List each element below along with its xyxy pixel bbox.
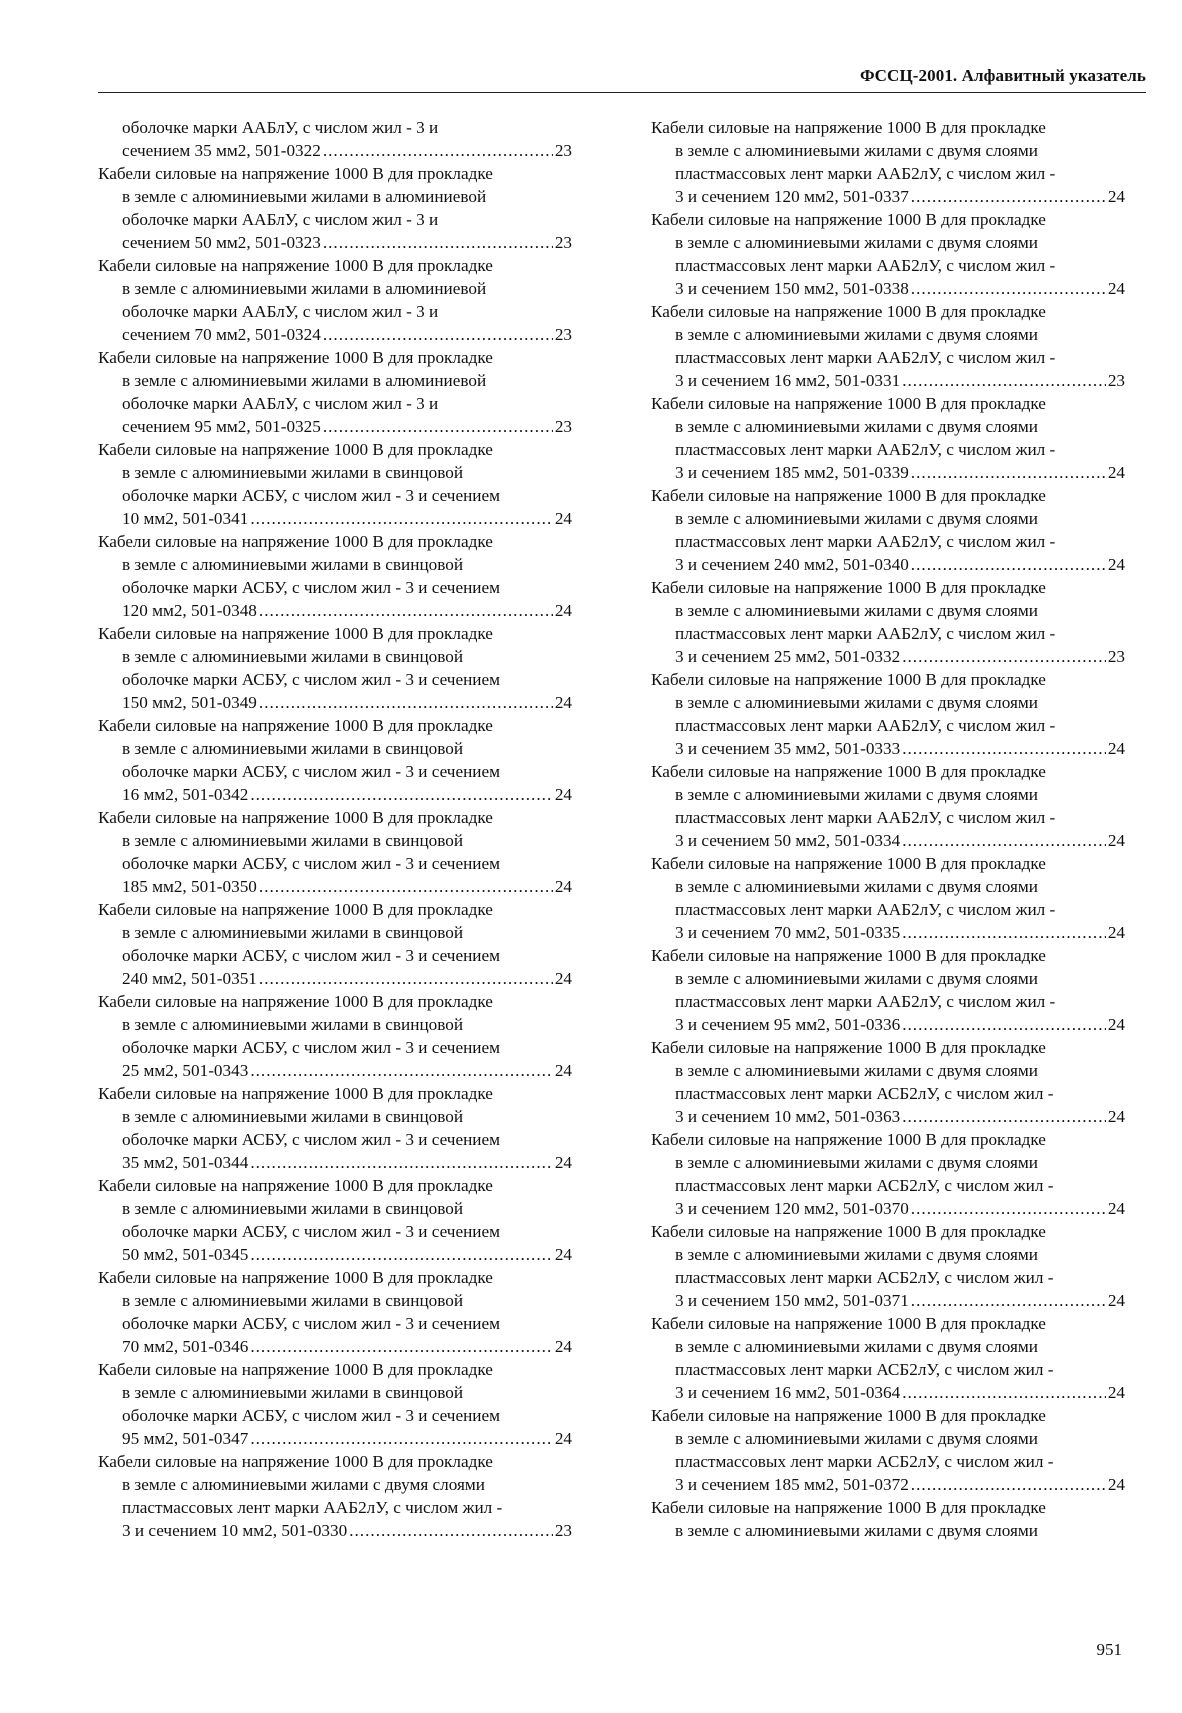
index-entry-line: пластмассовых лент марки АСБ2лУ, с числом жил - [675,1360,1054,1379]
dot-leader [259,599,553,622]
dot-leader [250,1243,553,1266]
index-entry-text: 3 и сечением 16 мм2, 501-0364 [675,1383,901,1402]
index-entry-line: в земле с алюминиевыми жилами в свинцовой [122,1107,464,1126]
index-entry-line: в земле с алюминиевыми жилами в свинцовой [122,923,464,942]
index-entry-line: Кабели силовые на напряжение 1000 В для прокладке [98,1176,493,1195]
index-entry-line: в земле с алюминиевыми жилами с двумя слоями [675,693,1038,712]
index-entry-line: Кабели силовые на напряжение 1000 В для прокладке [651,946,1046,965]
page-header-title: ФССЦ-2001. Алфавитный указатель [859,66,1146,85]
dot-leader [323,323,553,346]
index-entry [98,990,572,1082]
index-entry [651,1036,1125,1128]
index-entry-page: 23 [1107,647,1125,666]
index-entry-text: 95 мм2, 501-0347 [122,1429,249,1448]
index-entry-last-line [651,1381,1125,1404]
index-entry-line: Кабели силовые на напряжение 1000 В для прокладке [98,808,493,827]
index-entry-page: 24 [554,1153,572,1172]
index-entry-line: пластмассовых лент марки ААБ2лУ, с числом жил - [675,532,1056,551]
header-rule [98,92,1146,93]
index-entry-page: 24 [1107,1015,1125,1034]
index-entry-last-line [651,1197,1125,1220]
index-entry-line: в земле с алюминиевыми жилами с двумя слоями [675,325,1038,344]
index-entry [98,438,572,530]
index-entry [98,1358,572,1450]
dot-leader [250,1427,553,1450]
index-entry-page: 24 [554,1061,572,1080]
index-entry-text: 3 и сечением 10 мм2, 501-0363 [675,1107,901,1126]
index-entry-line: Кабели силовые на напряжение 1000 В для прокладке [651,854,1046,873]
page-number: 951 [1096,1640,1122,1659]
index-entry-text: сечением 95 мм2, 501-0325 [122,417,321,436]
index-entry-text: 3 и сечением 120 мм2, 501-0337 [675,187,909,206]
dot-leader [911,553,1106,576]
index-entry-line: оболочке марки АСБУ, с числом жил - 3 и сечением [122,1222,500,1241]
index-entry-text: 25 мм2, 501-0343 [122,1061,249,1080]
index-entry-line: в земле с алюминиевыми жилами с двумя слоями [675,1521,1038,1540]
index-entry-text: 3 и сечением 10 мм2, 501-0330 [122,1521,348,1540]
index-entry-line: в земле с алюминиевыми жилами с двумя слоями [675,233,1038,252]
index-entry-page: 24 [554,693,572,712]
index-entry-line: Кабели силовые на напряжение 1000 В для прокладке [98,256,493,275]
index-entry [651,576,1125,668]
index-entry-page: 24 [1107,1291,1125,1310]
index-entry-text: 3 и сечением 35 мм2, 501-0333 [675,739,901,758]
index-entry-text: сечением 50 мм2, 501-0323 [122,233,321,252]
index-entry-last-line [98,1151,572,1174]
dot-leader [911,461,1106,484]
index-entry-line: Кабели силовые на напряжение 1000 В для прокладке [651,210,1046,229]
index-entry-last-line [651,737,1125,760]
index-entry-text: 3 и сечением 185 мм2, 501-0372 [675,1475,909,1494]
index-entry-page: 23 [554,417,572,436]
index-entry-line: оболочке марки ААБлУ, с числом жил - 3 и [122,394,439,413]
index-entry [651,1404,1125,1496]
index-entry-line: в земле с алюминиевыми жилами с двумя слоями [675,601,1038,620]
index-entry-line: Кабели силовые на напряжение 1000 В для прокладке [98,1360,493,1379]
index-entry-line: Кабели силовые на напряжение 1000 В для прокладке [98,164,493,183]
index-entry [98,530,572,622]
index-entry [98,1450,572,1542]
index-entry-line: пластмассовых лент марки ААБ2лУ, с числом жил - [675,440,1056,459]
dot-leader [323,415,553,438]
index-entry-line: в земле с алюминиевыми жилами с двумя слоями [675,141,1038,160]
index-entry-line: в земле с алюминиевыми жилами с двумя слоями [675,1429,1038,1448]
index-entry-last-line [651,1013,1125,1036]
index-entry [651,668,1125,760]
index-entry-last-line [651,461,1125,484]
index-entry-line: пластмассовых лент марки ААБ2лУ, с числом жил - [675,716,1056,735]
dot-leader [911,1197,1106,1220]
index-entry-line: Кабели силовые на напряжение 1000 В для прокладке [98,900,493,919]
index-entry [651,1312,1125,1404]
index-entry-last-line [651,369,1125,392]
index-entry-line: пластмассовых лент марки ААБ2лУ, с числом жил - [122,1498,503,1517]
index-entry-line: в земле с алюминиевыми жилами в алюминиевой [122,371,487,390]
dot-leader [902,645,1106,668]
index-entry [651,1128,1125,1220]
index-entry-page: 24 [554,601,572,620]
index-entry-last-line [651,921,1125,944]
index-entry-line: Кабели силовые на напряжение 1000 В для прокладке [98,1452,493,1471]
index-entry-line: оболочке марки АСБУ, с числом жил - 3 и сечением [122,578,500,597]
index-entry-text: 3 и сечением 150 мм2, 501-0371 [675,1291,909,1310]
index-entry [98,622,572,714]
index-entry-page: 24 [1107,923,1125,942]
dot-leader [902,1381,1106,1404]
index-entry-text: 10 мм2, 501-0341 [122,509,249,528]
index-entry-last-line [651,1473,1125,1496]
index-entry [98,1266,572,1358]
index-entry-last-line [651,829,1125,852]
index-entry-page: 24 [1107,279,1125,298]
index-entry-text: 3 и сечением 50 мм2, 501-0334 [675,831,901,850]
index-entry-page: 23 [1107,371,1125,390]
index-entry [651,852,1125,944]
index-entry-page: 23 [554,325,572,344]
index-entry-page: 24 [1107,463,1125,482]
index-entry-last-line [98,1243,572,1266]
index-entry-line: пластмассовых лент марки АСБ2лУ, с числом жил - [675,1176,1054,1195]
index-entry-last-line [651,277,1125,300]
index-entry-last-line [651,185,1125,208]
index-entry-line: Кабели силовые на напряжение 1000 В для прокладке [98,716,493,735]
index-entry-line: в земле с алюминиевыми жилами с двумя слоями [675,417,1038,436]
dot-leader [902,369,1106,392]
index-entry-last-line [651,1289,1125,1312]
index-entry-line: в земле с алюминиевыми жилами в алюминиевой [122,279,487,298]
index-entry-page: 24 [1107,1383,1125,1402]
index-entry-text: 185 мм2, 501-0350 [122,877,257,896]
index-column-right [651,116,1125,1542]
index-entry-page: 24 [554,785,572,804]
index-entry-line: в земле с алюминиевыми жилами с двумя слоями [675,1061,1038,1080]
index-entry-line: Кабели силовые на напряжение 1000 В для прокладке [651,762,1046,781]
index-entry-page: 24 [1107,831,1125,850]
index-entry-line: оболочке марки АСБУ, с числом жил - 3 и сечением [122,1406,500,1425]
index-entry-last-line [651,645,1125,668]
index-entry-last-line [651,1105,1125,1128]
index-entry-line: в земле с алюминиевыми жилами с двумя слоями [675,1245,1038,1264]
index-entry-line: Кабели силовые на напряжение 1000 В для прокладке [651,578,1046,597]
dot-leader [250,1335,553,1358]
index-entry-line: в земле с алюминиевыми жилами в свинцовой [122,555,464,574]
index-entry-text: 3 и сечением 185 мм2, 501-0339 [675,463,909,482]
index-entry-text: 3 и сечением 16 мм2, 501-0331 [675,371,901,390]
index-entry-text: 70 мм2, 501-0346 [122,1337,249,1356]
index-entry-last-line [98,1519,572,1542]
dot-leader [902,921,1106,944]
index-entry-line: оболочке марки АСБУ, с числом жил - 3 и сечением [122,1314,500,1333]
dot-leader [911,277,1106,300]
index-entry-last-line [98,139,572,162]
index-entry-line: в земле с алюминиевыми жилами в алюминиевой [122,187,487,206]
index-entry-line: в земле с алюминиевыми жилами в свинцовой [122,1015,464,1034]
index-entry-page: 24 [554,1429,572,1448]
index-entry-text: сечением 35 мм2, 501-0322 [122,141,321,160]
index-entry-text: 3 и сечением 120 мм2, 501-0370 [675,1199,909,1218]
index-entry-page: 24 [1107,1107,1125,1126]
index-entry-page: 24 [1107,187,1125,206]
dot-leader [259,875,553,898]
index-entry-last-line [98,415,572,438]
index-entry-page: 23 [554,141,572,160]
dot-leader [902,1105,1106,1128]
index-entry-line: пластмассовых лент марки ААБ2лУ, с числом жил - [675,900,1056,919]
index-entry-text: 3 и сечением 70 мм2, 501-0335 [675,923,901,942]
index-entry-line: Кабели силовые на напряжение 1000 В для прокладке [651,486,1046,505]
index-entry-line: пластмассовых лент марки ААБ2лУ, с числом жил - [675,164,1056,183]
index-entry-line: оболочке марки ААБлУ, с числом жил - 3 и [122,210,439,229]
index-entry-line: пластмассовых лент марки ААБ2лУ, с числом жил - [675,624,1056,643]
index-entry [651,944,1125,1036]
index-entry [98,346,572,438]
index-entry-line: пластмассовых лент марки АСБ2лУ, с числом жил - [675,1452,1054,1471]
index-entry-page: 24 [1107,555,1125,574]
index-entry-line: Кабели силовые на напряжение 1000 В для прокладке [651,302,1046,321]
index-entry-line: Кабели силовые на напряжение 1000 В для прокладке [651,1222,1046,1241]
index-entry-page: 24 [554,877,572,896]
index-entry-line: оболочке марки АСБУ, с числом жил - 3 и сечением [122,762,500,781]
index-entry-last-line [98,1059,572,1082]
index-entry-text: 16 мм2, 501-0342 [122,785,249,804]
index-entry-line: в земле с алюминиевыми жилами с двумя слоями [675,877,1038,896]
index-entry [651,760,1125,852]
index-entry-line: Кабели силовые на напряжение 1000 В для прокладке [98,1268,493,1287]
dot-leader [250,1151,553,1174]
index-entry-line: пластмассовых лент марки АСБ2лУ, с числом жил - [675,1084,1054,1103]
index-entry-line: оболочке марки ААБлУ, с числом жил - 3 и [122,118,439,137]
index-entry-last-line [98,783,572,806]
index-entry-line: Кабели силовые на напряжение 1000 В для прокладке [651,118,1046,137]
index-entry-line: в земле с алюминиевыми жилами в свинцовой [122,831,464,850]
index-entry-page: 24 [554,1337,572,1356]
index-entry-line: пластмассовых лент марки ААБ2лУ, с числом жил - [675,808,1056,827]
dot-leader [259,691,553,714]
index-entry-page: 24 [1107,739,1125,758]
index-entry-line: Кабели силовые на напряжение 1000 В для прокладке [98,1084,493,1103]
index-entry-page: 23 [554,1521,572,1540]
index-entry-line: Кабели силовые на напряжение 1000 В для прокладке [98,348,493,367]
index-entry-line: в земле с алюминиевыми жилами в свинцовой [122,1199,464,1218]
index-entry-line: Кабели силовые на напряжение 1000 В для прокладке [98,992,493,1011]
index-entry-line: в земле с алюминиевыми жилами в свинцовой [122,739,464,758]
index-entry [651,208,1125,300]
index-entry [651,116,1125,208]
dot-leader [902,737,1106,760]
index-entry-line: оболочке марки ААБлУ, с числом жил - 3 и [122,302,439,321]
index-entry-line: пластмассовых лент марки ААБ2лУ, с числом жил - [675,348,1056,367]
index-entry-line: Кабели силовые на напряжение 1000 В для прокладке [98,624,493,643]
index-entry-text: 150 мм2, 501-0349 [122,693,257,712]
dot-leader [349,1519,553,1542]
index-entry-line: пластмассовых лент марки ААБ2лУ, с числом жил - [675,992,1056,1011]
index-entry-line: оболочке марки АСБУ, с числом жил - 3 и сечением [122,486,500,505]
index-entry-page: 23 [554,233,572,252]
dot-leader [250,783,553,806]
index-entry [651,484,1125,576]
index-entry-line: в земле с алюминиевыми жилами в свинцовой [122,463,464,482]
index-entry-text: 3 и сечением 150 мм2, 501-0338 [675,279,909,298]
index-entry [98,806,572,898]
index-entry-text: 3 и сечением 95 мм2, 501-0336 [675,1015,901,1034]
index-entry-line: Кабели силовые на напряжение 1000 В для прокладке [651,670,1046,689]
dot-leader [911,185,1106,208]
index-entry-line: в земле с алюминиевыми жилами в свинцовой [122,1383,464,1402]
index-entry-line: в земле с алюминиевыми жилами с двумя слоями [675,1153,1038,1172]
index-column-left [98,116,572,1542]
index-entry-page: 24 [554,509,572,528]
index-entry-line: пластмассовых лент марки ААБ2лУ, с числом жил - [675,256,1056,275]
dot-leader [902,1013,1106,1036]
index-entry-line: Кабели силовые на напряжение 1000 В для прокладке [651,1498,1046,1517]
index-entry-last-line [98,507,572,530]
index-entry-line: Кабели силовые на напряжение 1000 В для прокладке [651,1406,1046,1425]
index-entry-last-line [98,1427,572,1450]
index-entry-line: оболочке марки АСБУ, с числом жил - 3 и сечением [122,1038,500,1057]
index-entry-line: оболочке марки АСБУ, с числом жил - 3 и сечением [122,946,500,965]
index-entry-line: в земле с алюминиевыми жилами с двумя слоями [675,509,1038,528]
index-entry [98,254,572,346]
index-entry [651,1496,1125,1542]
index-entry-text: 3 и сечением 240 мм2, 501-0340 [675,555,909,574]
index-entry-page: 24 [1107,1475,1125,1494]
index-entry-line: оболочке марки АСБУ, с числом жил - 3 и сечением [122,854,500,873]
index-entry-text: 120 мм2, 501-0348 [122,601,257,620]
index-entry-last-line [651,553,1125,576]
dot-leader [911,1473,1106,1496]
index-entry [98,116,572,162]
dot-leader [250,507,553,530]
dot-leader [250,1059,553,1082]
index-entry [98,162,572,254]
index-entry-line: в земле с алюминиевыми жилами с двумя слоями [675,969,1038,988]
index-entry [651,392,1125,484]
index-entry [98,1174,572,1266]
index-entry-line: в земле с алюминиевыми жилами с двумя слоями [122,1475,485,1494]
index-entry-line: Кабели силовые на напряжение 1000 В для прокладке [651,1130,1046,1149]
index-entry-line: пластмассовых лент марки АСБ2лУ, с числом жил - [675,1268,1054,1287]
index-entry-line: в земле с алюминиевыми жилами с двумя слоями [675,1337,1038,1356]
index-entry-line: Кабели силовые на напряжение 1000 В для прокладке [98,532,493,551]
index-entry-last-line [98,967,572,990]
dot-leader [902,829,1106,852]
index-entry-line: оболочке марки АСБУ, с числом жил - 3 и сечением [122,1130,500,1149]
index-entry-page: 24 [554,1245,572,1264]
index-entry [98,1082,572,1174]
index-entry-text: 3 и сечением 25 мм2, 501-0332 [675,647,901,666]
index-entry-text: 50 мм2, 501-0345 [122,1245,249,1264]
index-entry-last-line [98,691,572,714]
index-entry [651,300,1125,392]
index-entry-last-line [98,231,572,254]
index-entry-last-line [98,1335,572,1358]
index-entry-text: 240 мм2, 501-0351 [122,969,257,988]
index-entry-line: Кабели силовые на напряжение 1000 В для прокладке [651,394,1046,413]
dot-leader [259,967,553,990]
index-entry-line: оболочке марки АСБУ, с числом жил - 3 и сечением [122,670,500,689]
index-entry-text: сечением 70 мм2, 501-0324 [122,325,321,344]
index-entry [98,714,572,806]
index-entry-text: 35 мм2, 501-0344 [122,1153,249,1172]
index-entry-line: Кабели силовые на напряжение 1000 В для прокладке [98,440,493,459]
index-entry-last-line [98,599,572,622]
index-entry-line: Кабели силовые на напряжение 1000 В для прокладке [651,1038,1046,1057]
dot-leader [323,231,553,254]
index-entry-page: 24 [1107,1199,1125,1218]
index-entry-last-line [98,875,572,898]
index-entry-last-line [98,323,572,346]
index-entry-line: в земле с алюминиевыми жилами с двумя слоями [675,785,1038,804]
index-entry-line: Кабели силовые на напряжение 1000 В для прокладке [651,1314,1046,1333]
index-entry-page: 24 [554,969,572,988]
index-entry [98,898,572,990]
index-entry-line: в земле с алюминиевыми жилами в свинцовой [122,647,464,666]
dot-leader [323,139,553,162]
index-entry [651,1220,1125,1312]
index-entry-line: в земле с алюминиевыми жилами в свинцовой [122,1291,464,1310]
dot-leader [911,1289,1106,1312]
